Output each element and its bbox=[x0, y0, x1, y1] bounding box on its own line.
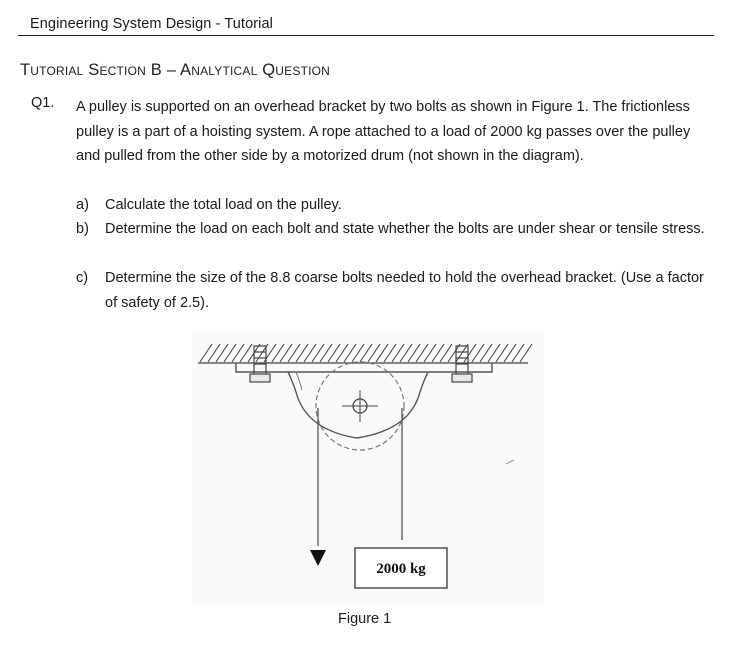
part-text: Calculate the total load on the pulley. bbox=[105, 197, 342, 213]
header-divider bbox=[18, 35, 714, 36]
figure-caption: Figure 1 bbox=[338, 611, 392, 627]
running-header: Engineering System Design - Tutorial bbox=[30, 16, 273, 32]
bracket-plate bbox=[236, 363, 492, 372]
section-title: Tutorial Section B – Analytical Question bbox=[20, 61, 331, 79]
question-number: Q1. bbox=[31, 95, 55, 111]
stray-mark bbox=[506, 460, 514, 464]
left-bolt bbox=[250, 346, 270, 382]
part-label: c) bbox=[76, 270, 89, 286]
bracket-body bbox=[288, 372, 428, 438]
ceiling-hatch bbox=[200, 344, 532, 362]
pulley-bracket-diagram bbox=[192, 330, 544, 604]
part-text: Determine the load on each bolt and state whether the bolts are under shear or tensile stress. bbox=[105, 221, 705, 237]
part-label: a) bbox=[76, 197, 89, 213]
load-label: 2000 kg bbox=[376, 561, 426, 577]
pull-arrow-icon bbox=[310, 550, 326, 566]
part-label: b) bbox=[76, 221, 89, 237]
part-text: Determine the size of the 8.8 coarse bolts needed to hold the overhead bracket. (Use a factor of safety of 2.5). bbox=[105, 270, 704, 311]
figure-1-diagram bbox=[192, 330, 544, 604]
bracket-inner bbox=[296, 372, 302, 390]
question-text: A pulley is supported on an overhead bracket by two bolts as shown in Figure 1. The frictionless pulley is a part of a hoisting system. A rope attached to a load of 2000 kg passes over the pulley and pulled from the other side by a motorized drum (not shown in the diagram). bbox=[76, 99, 691, 164]
